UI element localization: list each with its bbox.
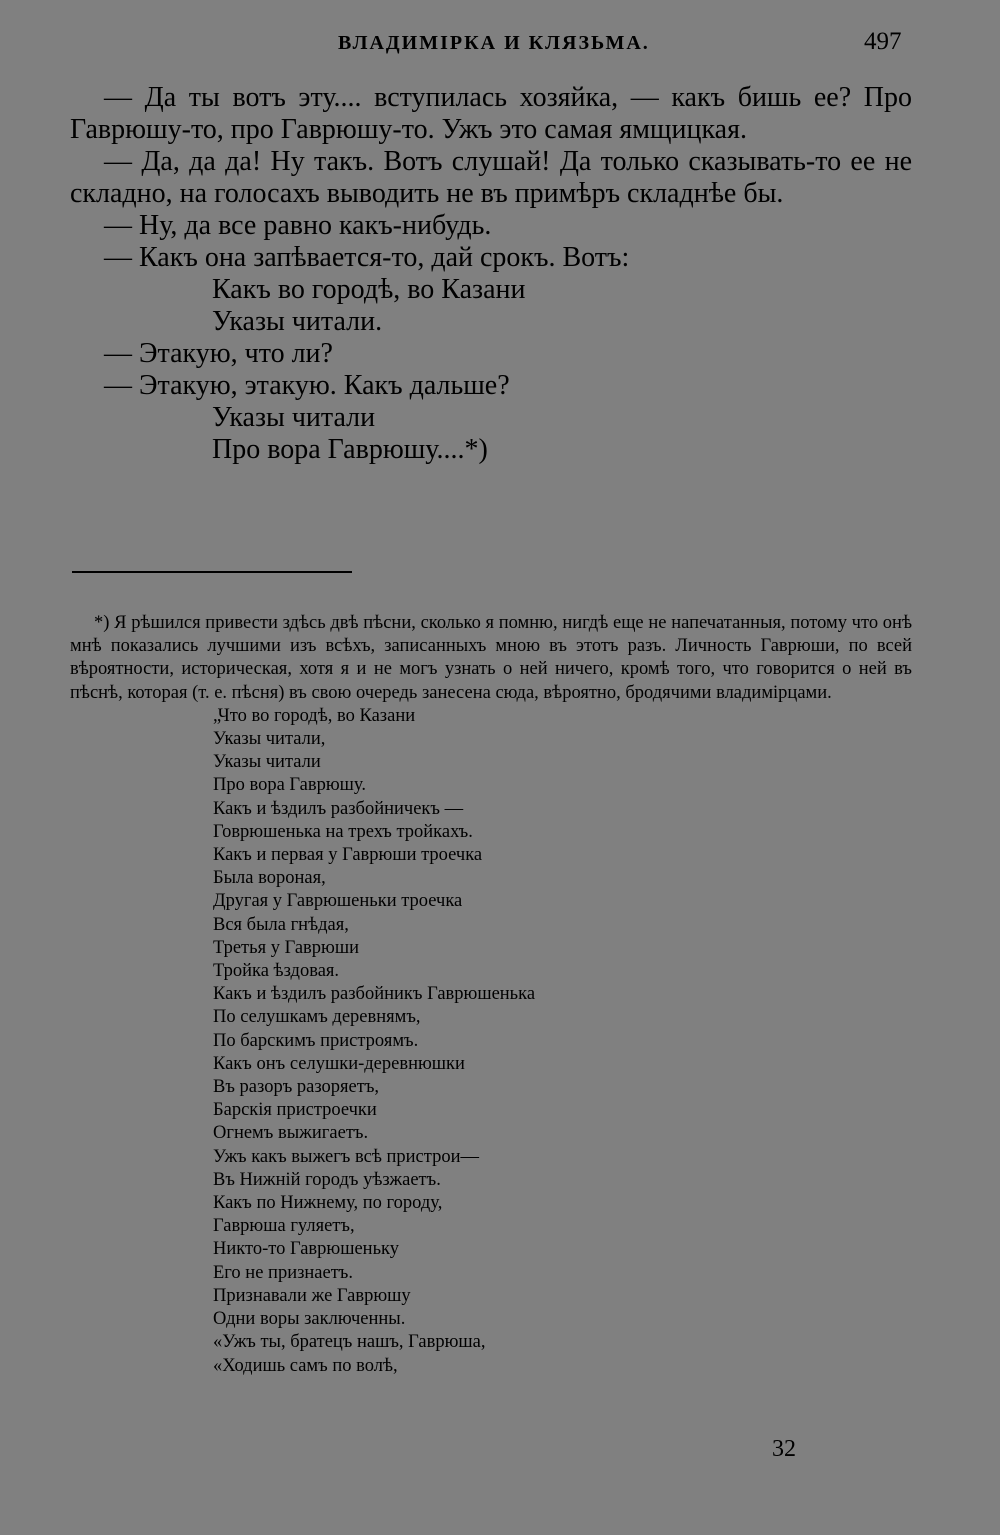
footnote-verse-line: Говрюшенька на трехъ тройкахъ. [213, 821, 473, 842]
footnote-verse-line: Въ разоръ разоряетъ, [213, 1077, 380, 1098]
footnote-verse-line: Никто-то Гаврюшеньку [213, 1239, 399, 1260]
footnote-verse-line: Про вора Гаврюшу. [213, 775, 366, 796]
dialogue-paragraph: — Ну, да все равно какъ-нибудь. [104, 210, 492, 241]
footnote-verse-line: Какъ онъ селушки-деревнюшки [213, 1053, 465, 1074]
footnote-verse-line: Огнемъ выжигаетъ. [213, 1123, 369, 1144]
verse-line: Указы читали. [212, 306, 383, 337]
footnote-verse-line: Признавали же Гаврюшу [213, 1285, 411, 1306]
footnote-verse-line: Одни воры заключенны. [213, 1309, 406, 1330]
footnote-verse-line: Какъ и ѣздилъ разбойничекъ — [213, 798, 464, 819]
verse-line: Указы читали [212, 402, 376, 433]
footnote-verse-line: По барскимъ пристроямъ. [213, 1030, 419, 1051]
footnote-verse-line: «Ходишь самъ по волѣ, [213, 1355, 398, 1376]
running-head [0, 26, 1000, 60]
footnote-verse-line: Барскія пристроечки [213, 1100, 377, 1121]
footnote-verse-line: Тройка ѣздовая. [213, 961, 340, 982]
dialogue-paragraph: — Да ты вотъ эту.... вступилась хозяйка, — какъ бишь ее? Про Гаврюшу-то, про Гаврюшу-то. Ужъ это самая ямщицкая. [70, 82, 912, 145]
footnote-verses [70, 705, 912, 1378]
footnote-verse-line: Въ Нижній городъ уѣзжаетъ. [213, 1169, 441, 1190]
footnote-verse-line: Гаврюша гуляетъ, [213, 1216, 355, 1237]
footnote-verse-line: Другая у Гаврюшеньки троечка [213, 891, 463, 912]
footnote [70, 612, 912, 1378]
footnote-verse-line: Какъ и ѣздилъ разбойникъ Гаврюшенька [213, 984, 536, 1005]
footnote-verse-line: Указы читали, [213, 729, 326, 750]
footnote-verse-line: Какъ и первая у Гаврюши троечка [213, 845, 483, 866]
footnote-divider [72, 571, 352, 573]
footnote-verse-line: Указы читали [213, 752, 321, 773]
running-title: ВЛАДИМІРКА И КЛЯЗЬМА. [338, 32, 650, 54]
verse-line: Какъ во городѣ, во Казани [212, 274, 526, 305]
dialogue-paragraph: — Да, да да! Ну такъ. Вотъ слушай! Да только сказывать-то ее не складно, на голосахъ выводить не въ примѣръ складнѣе бы. [70, 146, 912, 209]
main-text [70, 82, 912, 466]
verse-line: Про вора Гаврюшу....*) [212, 434, 488, 465]
page-number: 497 [864, 28, 902, 55]
printer-signature-mark: 32 [772, 1436, 796, 1462]
footnote-verse-line: „Что во городѣ, во Казани [213, 705, 416, 726]
dialogue-paragraph: — Этакую, что ли? [104, 338, 333, 369]
footnote-verse-line: Третья у Гаврюши [213, 937, 359, 958]
footnote-verse-line: Его не признаетъ. [213, 1262, 353, 1283]
footnote-verse-line: Какъ по Нижнему, по городу, [213, 1193, 443, 1214]
footnote-verse-line: Была вороная, [213, 868, 326, 889]
footnote-verse-line: Вся была гнѣдая, [213, 914, 349, 935]
footnote-verse-line: «Ужъ ты, братецъ нашъ, Гаврюша, [213, 1332, 486, 1353]
footnote-paragraph: *) Я рѣшился привести здѣсь двѣ пѣсни, сколько я помню, нигдѣ еще не напечатанныя, потому что онѣ мнѣ показались лучшими изъ всѣхъ, записанныхъ мною въ этотъ разъ. Личность Гаврюши, по всей вѣроятности, историческая, хотя я и не могъ узнать о ней ничего, кромѣ того, что говорится о ней въ пѣснѣ, которая (т. е. пѣсня) въ свою очередь занесена сюда, вѣроятно, бродячими владимірцами. [70, 613, 912, 703]
footnote-verse-line: Ужъ какъ выжегъ всѣ пристрои— [213, 1146, 479, 1167]
footnote-verse-line: По селушкамъ деревнямъ, [213, 1007, 421, 1028]
dialogue-paragraph: — Этакую, этакую. Какъ дальше? [104, 370, 510, 401]
dialogue-paragraph: — Какъ она запѣвается-то, дай срокъ. Вотъ: [104, 242, 630, 273]
